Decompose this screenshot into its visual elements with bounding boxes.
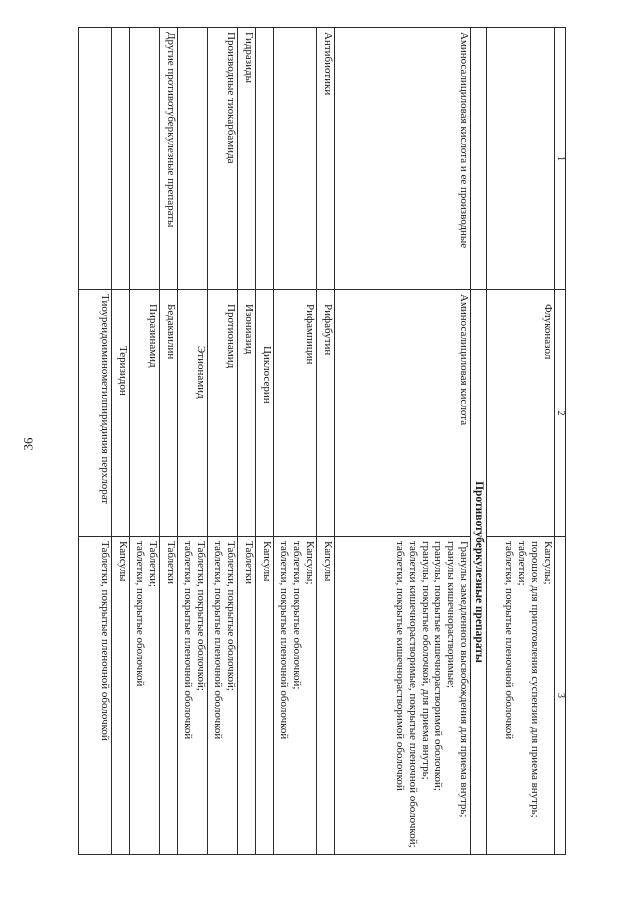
dosage-form-line: таблетки, покрытые пленочной оболочкой (182, 541, 195, 740)
group-cell (112, 28, 130, 290)
dosage-form-line: порошок для приготовления суспензии для приема внутрь; (529, 541, 542, 818)
group-cell (274, 28, 317, 290)
dosage-form-cell (112, 537, 130, 855)
table-row (79, 28, 112, 855)
dosage-form-line: гранулы кишечнорастворимые; (445, 541, 458, 689)
drug-name-cell: Циклосерин (256, 290, 274, 537)
table-row (238, 28, 256, 855)
dosage-form-line: Капсулы; (542, 541, 554, 585)
table-row (112, 28, 130, 855)
dosage-form-line: гранулы, покрытые оболочкой, для приема внутрь; (419, 541, 432, 780)
dosage-form-cell (256, 537, 274, 855)
drug-name-cell: Флуконазол (487, 290, 555, 537)
drug-name-cell: Изониазид (238, 290, 256, 537)
group-cell: Гидразиды (238, 28, 256, 290)
group-cell (178, 28, 208, 290)
section-row (471, 28, 487, 855)
dosage-form-cell (130, 537, 160, 855)
table-row (178, 28, 208, 855)
header-row (555, 28, 566, 855)
table-row (130, 28, 160, 855)
page-number: 36 (20, 437, 36, 451)
table-row (274, 28, 317, 855)
dosage-form-cell (79, 537, 112, 855)
drug-name-cell: Тиоуреидоиминометилпиридиния перхлорат (79, 290, 112, 537)
group-cell: Производные тиокарбамида (208, 28, 238, 290)
table-row (160, 28, 178, 855)
dosage-form-line: гранулы, покрытые кишечнорастворимой оболочкой; (432, 541, 445, 791)
dosage-form-cell (317, 537, 335, 855)
group-cell (130, 28, 160, 290)
dosage-form-line: таблетки, покрытые кишечнорастворимой оболочкой (393, 541, 406, 791)
header-cell: 3 (555, 537, 566, 855)
drug-name-cell: Аминосалициловая кислота (335, 290, 471, 537)
dosage-form-line: Таблетки (165, 541, 178, 585)
dosage-form-line: Капсулы (322, 541, 335, 582)
drug-name-cell: Теризидон (112, 290, 130, 537)
dosage-form-line: Гранулы замедленного высвобождения для приема внутрь; (458, 541, 471, 818)
table-row (487, 28, 555, 855)
dosage-form-line: таблетки, покрытые пленочной оболочкой (212, 541, 225, 740)
dosage-form-line: Таблетки, покрытые оболочкой; (195, 541, 208, 691)
group-cell (79, 28, 112, 290)
group-cell: Антибиотики (317, 28, 335, 290)
drug-list-table (78, 27, 566, 855)
dosage-form-line: таблетки, покрытые пленочной оболочкой (503, 541, 516, 740)
dosage-form-cell (335, 537, 471, 855)
dosage-form-cell (160, 537, 178, 855)
rotated-table-container (78, 27, 566, 854)
dosage-form-line: таблетки, покрытые оболочкой; (291, 541, 304, 690)
table-row (317, 28, 335, 855)
dosage-form-cell (238, 537, 256, 855)
dosage-form-cell (208, 537, 238, 855)
group-cell (487, 28, 555, 290)
dosage-form-line: Таблетки (243, 541, 256, 585)
drug-name-cell: Бедаквилин (160, 290, 178, 537)
dosage-form-line: таблетки; (516, 541, 529, 586)
dosage-form-line: Капсулы (117, 541, 130, 582)
drug-name-cell: Рифампицин (274, 290, 317, 537)
drug-name-cell: Этионамид (178, 290, 208, 537)
section-spacer (471, 28, 487, 290)
dosage-form-line: Таблетки, покрытые оболочкой; (225, 541, 238, 691)
header-cell: 1 (555, 28, 566, 290)
table-row (256, 28, 274, 855)
dosage-form-line: таблетки, покрытые пленочной оболочкой (278, 541, 291, 740)
table-row (208, 28, 238, 855)
dosage-form-line: Капсулы; (304, 541, 317, 585)
table-row (335, 28, 471, 855)
dosage-form-line: таблетки, покрытые оболочкой (134, 541, 147, 687)
group-cell: Другие противотуберкулезные препараты (160, 28, 178, 290)
dosage-form-line: Таблетки; (147, 541, 160, 588)
dosage-form-line: Капсулы (261, 541, 274, 582)
drug-name-cell: Рифабутин (317, 290, 335, 537)
dosage-form-line: таблетки кишечнорастворимые, покрытые пленочной оболочкой; (406, 541, 419, 848)
section-heading: Противотуберкулезные препараты (471, 290, 487, 855)
dosage-form-cell (487, 537, 555, 855)
group-cell: Аминосалициловая кислота и ее производные (335, 28, 471, 290)
header-cell: 2 (555, 290, 566, 537)
group-cell (256, 28, 274, 290)
dosage-form-cell (178, 537, 208, 855)
dosage-form-cell (274, 537, 317, 855)
dosage-form-line: Таблетки, покрытые пленочной оболочкой (99, 541, 112, 741)
drug-name-cell: Протионамид (208, 290, 238, 537)
drug-name-cell: Пиразинамид (130, 290, 160, 537)
